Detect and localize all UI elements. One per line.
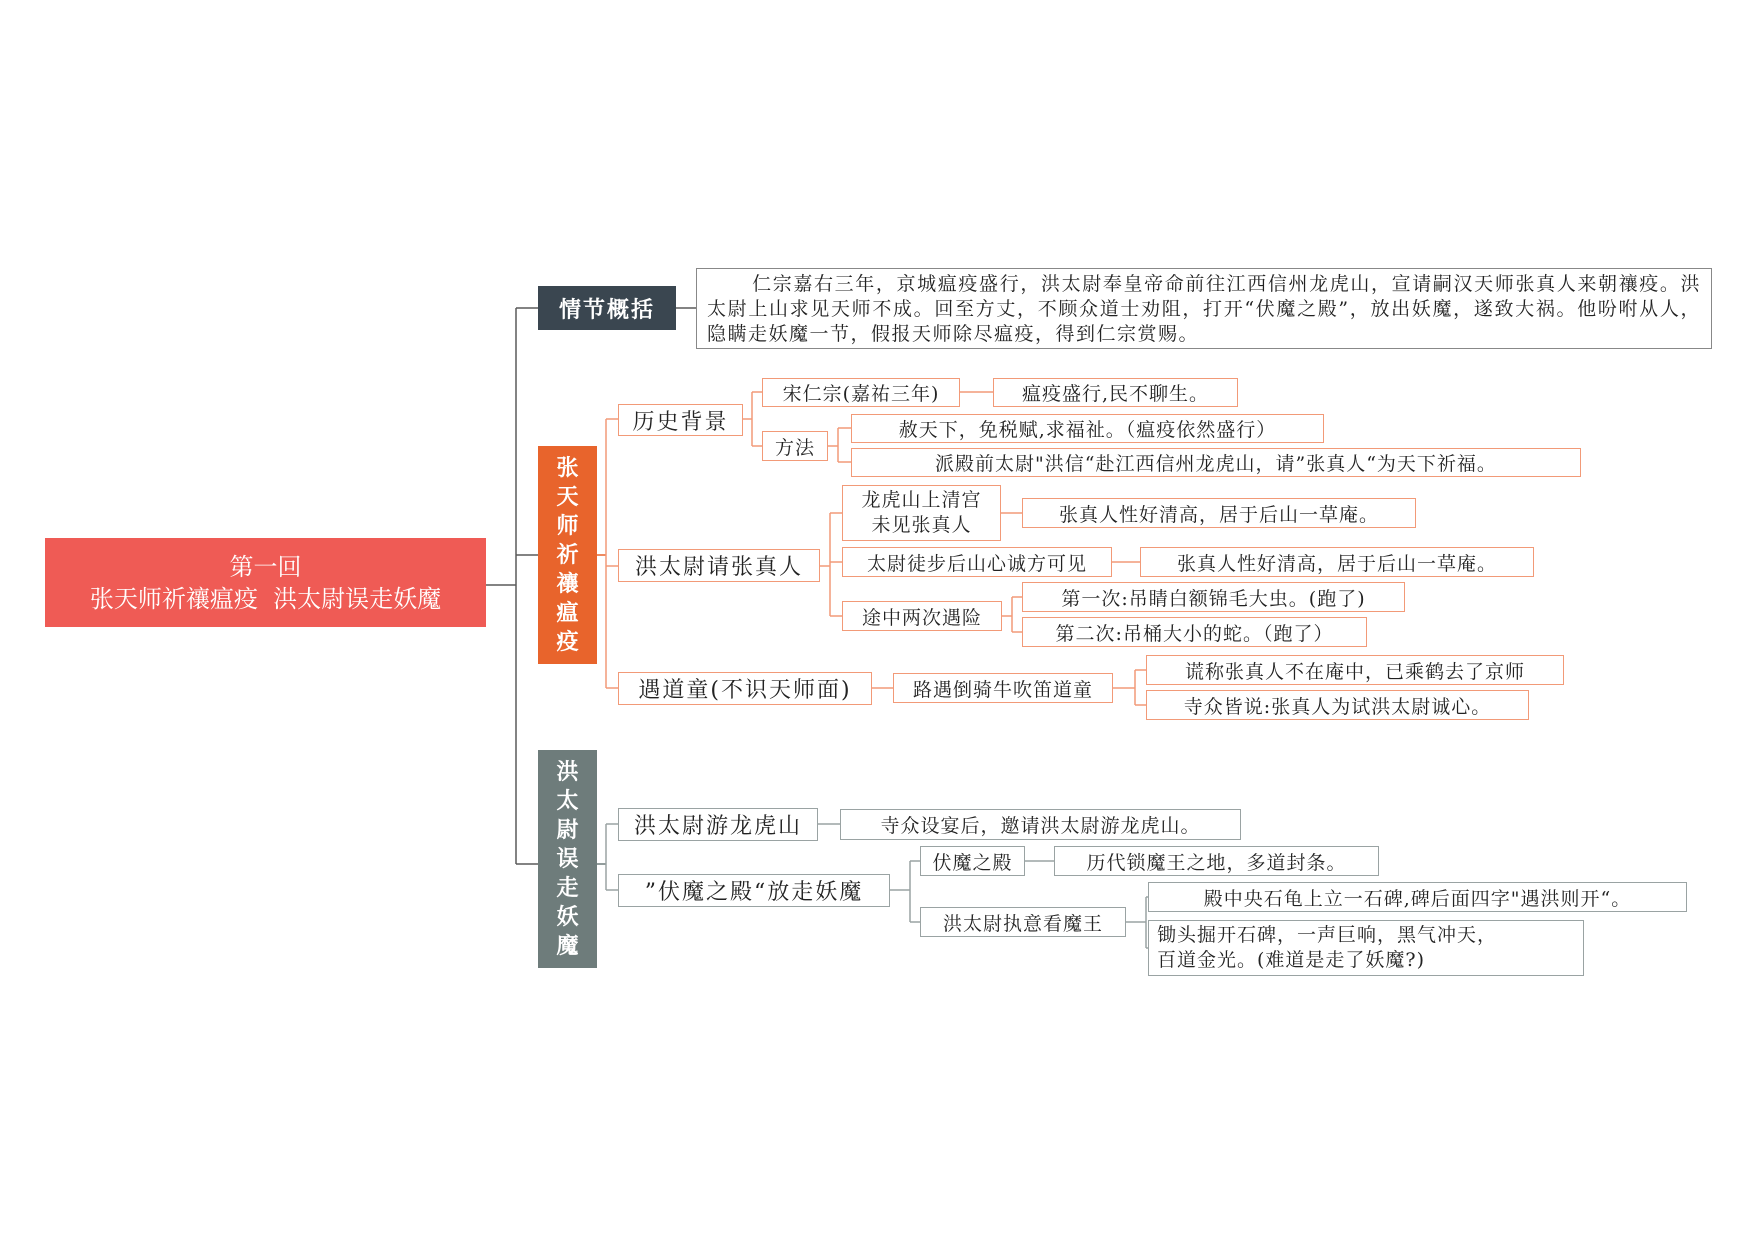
invite-b-node: 太尉徒步后山心诚方可见: [842, 547, 1112, 577]
root-topic: [45, 538, 486, 627]
section2-char: 太: [556, 787, 579, 814]
invite-a-line1: 龙虎山上清宫: [861, 489, 982, 511]
section2-char: 妖: [556, 903, 579, 930]
invite-a-node: [842, 485, 1001, 541]
section2-char: 洪: [556, 758, 579, 785]
plague-node: 瘟疫盛行,民不聊生。: [993, 378, 1238, 407]
root-title-line1: 第一回: [229, 552, 302, 581]
meet-d1-node: 谎称张真人不在庵中，已乘鹤去了京师: [1146, 655, 1564, 685]
invite-node: 洪太尉请张真人: [618, 549, 820, 582]
section1-label: [538, 446, 597, 664]
section2-char: 魔: [556, 932, 579, 959]
release-node: ”伏魔之殿“放走妖魔: [618, 874, 890, 907]
section1-char: 疫: [556, 628, 579, 655]
insist-detail2-line2: 百道金光。(难道是走了妖魔?): [1157, 949, 1426, 971]
section1-char: 师: [556, 512, 579, 539]
hall-detail: 历代锁魔王之地，多道封条。: [1054, 846, 1379, 876]
tour-node: 洪太尉游龙虎山: [618, 808, 818, 841]
history-node: 历史背景: [618, 404, 743, 436]
summary-label: 情节概括: [538, 286, 676, 330]
insist-detail2-line1: 锄头掘开石碑，一声巨响，黑气冲天，: [1157, 924, 1498, 946]
invite-a-line2: 未见张真人: [871, 514, 972, 536]
meet-d2-node: 寺众皆说:张真人为试洪太尉诚心。: [1146, 690, 1529, 720]
invite-c1-node: 第一次:吊睛白额锦毛大虫。(跑了): [1022, 582, 1405, 612]
section1-char: 祈: [556, 541, 579, 568]
section2-char: 走: [556, 874, 579, 901]
section2-label: [538, 750, 597, 968]
hall-node: 伏魔之殿: [920, 846, 1025, 876]
summary-text: [696, 268, 1712, 349]
invite-b-detail: 张真人性好清高，居于后山一草庵。: [1140, 547, 1534, 577]
method1-node: 赦天下，免税赋,求福祉。（瘟疫依然盛行）: [851, 414, 1324, 443]
summary-text-content: 仁宗嘉右三年，京城瘟疫盛行，洪太尉奉皇帝命前往江西信州龙虎山，宣请嗣汉天师张真人来朝禳疫。洪太尉上山求见天师不成。回至方丈，不顾众道士劝阻，打开“伏魔之殿”，放出妖魔，遂致大祸。他吩咐从人，隐瞒走妖魔一节，假报天师除尽瘟疫，得到仁宗赏赐。: [707, 273, 1701, 345]
insist-detail1: 殿中央石龟上立一石碑,碑后面四字"遇洪则开“。: [1148, 882, 1687, 912]
section1-char: 张: [556, 454, 579, 481]
invite-a-detail: 张真人性好清高，居于后山一草庵。: [1022, 498, 1416, 528]
tour-detail: 寺众设宴后，邀请洪太尉游龙虎山。: [840, 809, 1241, 840]
insist-node: 洪太尉执意看魔王: [920, 907, 1126, 937]
invite-c-node: 途中两次遇险: [842, 601, 1002, 631]
invite-c2-node: 第二次:吊桶大小的蛇。（跑了）: [1022, 617, 1367, 647]
meet-node: 遇道童(不识天师面): [618, 672, 872, 705]
method-node: 方法: [762, 431, 828, 461]
section2-char: 误: [556, 845, 579, 872]
section1-char: 瘟: [556, 599, 579, 626]
section1-char: 天: [556, 483, 579, 510]
meet-child-node: 路遇倒骑牛吹笛道童: [893, 673, 1113, 703]
emperor-node: 宋仁宗(嘉祐三年): [762, 378, 960, 407]
insist-detail2: [1148, 920, 1584, 976]
section1-char: 禳: [556, 570, 579, 597]
method2-node: 派殿前太尉"洪信“赴江西信州龙虎山，请”张真人“为天下祈福。: [851, 448, 1581, 477]
root-title-line2: 张天师祈禳瘟疫 洪太尉误走妖魔: [89, 584, 442, 613]
section2-char: 尉: [556, 816, 579, 843]
